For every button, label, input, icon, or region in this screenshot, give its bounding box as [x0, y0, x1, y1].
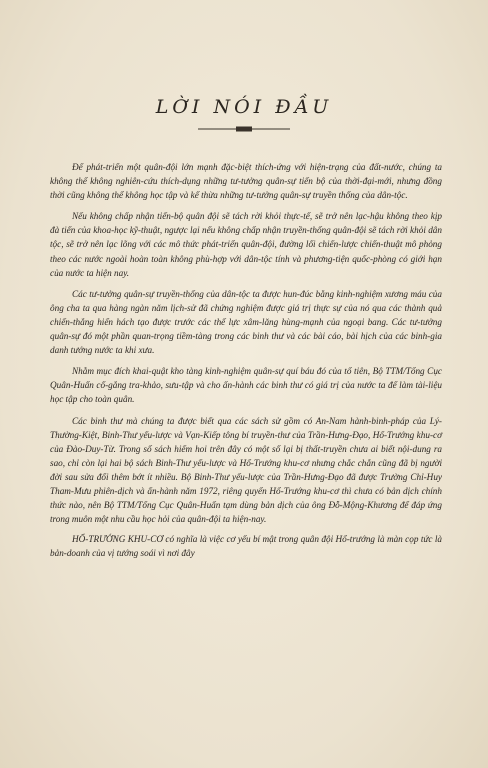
paragraph-6: HỔ-TRƯỚNG KHU-CƠ có nghĩa là việc cơ yếu bí mật trong quân đội Hổ-trướng là màn cọp tức là bản-doanh của vị tướng soái vì nơi đây	[50, 534, 442, 559]
paragraph-4: Nhằm mục đích khai-quật kho tàng kinh-nghiệm quân-sự quí báu đó của tổ tiên, Bộ TTM/Tổng Cục Quân-Huấn cố-gắng tra-khảo, sưu-tập và cho ấn-hành các binh thư có giá trị của nước ta để làm tài-liệu học tập cho toàn quân.	[50, 366, 442, 405]
paragraph-5: Các binh thư mà chúng ta được biết qua các sách sử gồm có An-Nam hành-binh-pháp của Lý-Thường-Kiệt, Binh-Thư yếu-lược và Vạn-Kiếp tông bí truyền-thư của Trần-Hưng-Đạo, Hổ-Trướng khu-cơ của Đào-Duy-Từ. Trong số sách hiếm hoi trên đây có một số lại bị thất-truyền chưa ai biết nội-dung ra sao, chỉ còn lại hai bộ sách Binh-Thư yếu-lược và Hổ-Trướng khu-cơ nhưng chắc chắn cũng đã bị người đời sau sửa đổi thêm bớt ít nhiều. Bộ Binh-Thư yếu-lược của Trần-Hưng-Đạo đã được Trường Chỉ-Huy Tham-Mưu phiên-dịch và ấn-hành năm 1972, riêng quyển Hổ-Trướng khu-cơ thì chưa có bản dịch chính thức nào, nên Bộ TTM/Tổng Cục Quân-Huấn tạm dùng bản dịch của ông Đỗ-Mộng-Khương để đáp ứng trong muôn một nhu cầu học hỏi của quân-đội ta hiện-nay.	[50, 415, 442, 525]
paragraph-2: Nếu không chấp nhận tiến-bộ quân đội sẽ tách rời khỏi thực-tế, sẽ trở nên lạc-hậu không theo kịp đà tiến của khoa-học kỹ-thuật, ngược lại nếu không chấp nhận truyền-thống quân-đội sẽ tách rời khỏi dân tộc, sẽ trở nên lạc lõng với các mô thức phát-triển quân-đội, đường lối chiến-lược chiến-thuật mô phỏng theo các nước ngoài hoàn toàn không phù-hợp với dân-tộc tính và phương-tiện quốc-phòng có giới hạn của nước ta hiện nay.	[50, 211, 442, 278]
title-ornament	[198, 126, 290, 132]
page-title: LỜI NÓI ĐẦU	[155, 96, 333, 118]
paragraph-3: Các tư-tưởng quân-sự truyền-thống của dân-tộc ta được hun-đúc bằng kinh-nghiệm xương máu của ông cha ta qua hàng ngàn năm lịch-sử đã chứng nghiệm được giá trị thực sự của nó qua các thành quả chiến-thắng hiển hách tạo được trước các thế lực xâm-lăng hùng-mạnh của ngoại bang. Các tư-tưởng quân-sự đó một phần quan-trọng tiềm-tàng trong các binh thư và các bài cáo, bài hịch của các binh-gia danh tướng nước ta khi xưa.	[50, 288, 442, 356]
body-text	[50, 160, 442, 567]
paragraph-1: Để phát-triển một quân-đội lớn mạnh đặc-biệt thích-ứng với hiện-trạng của đất-nước, chúng ta không thể không nghiên-cứu thích-dụng những tư-tưởng quân-sự tiến bộ của thời-đại-mới, nhưng đồng thời cũng không thể không học tập và kế thừa những tư-tưởng quân-sự truyền thống của dân-tộc.	[50, 162, 442, 201]
